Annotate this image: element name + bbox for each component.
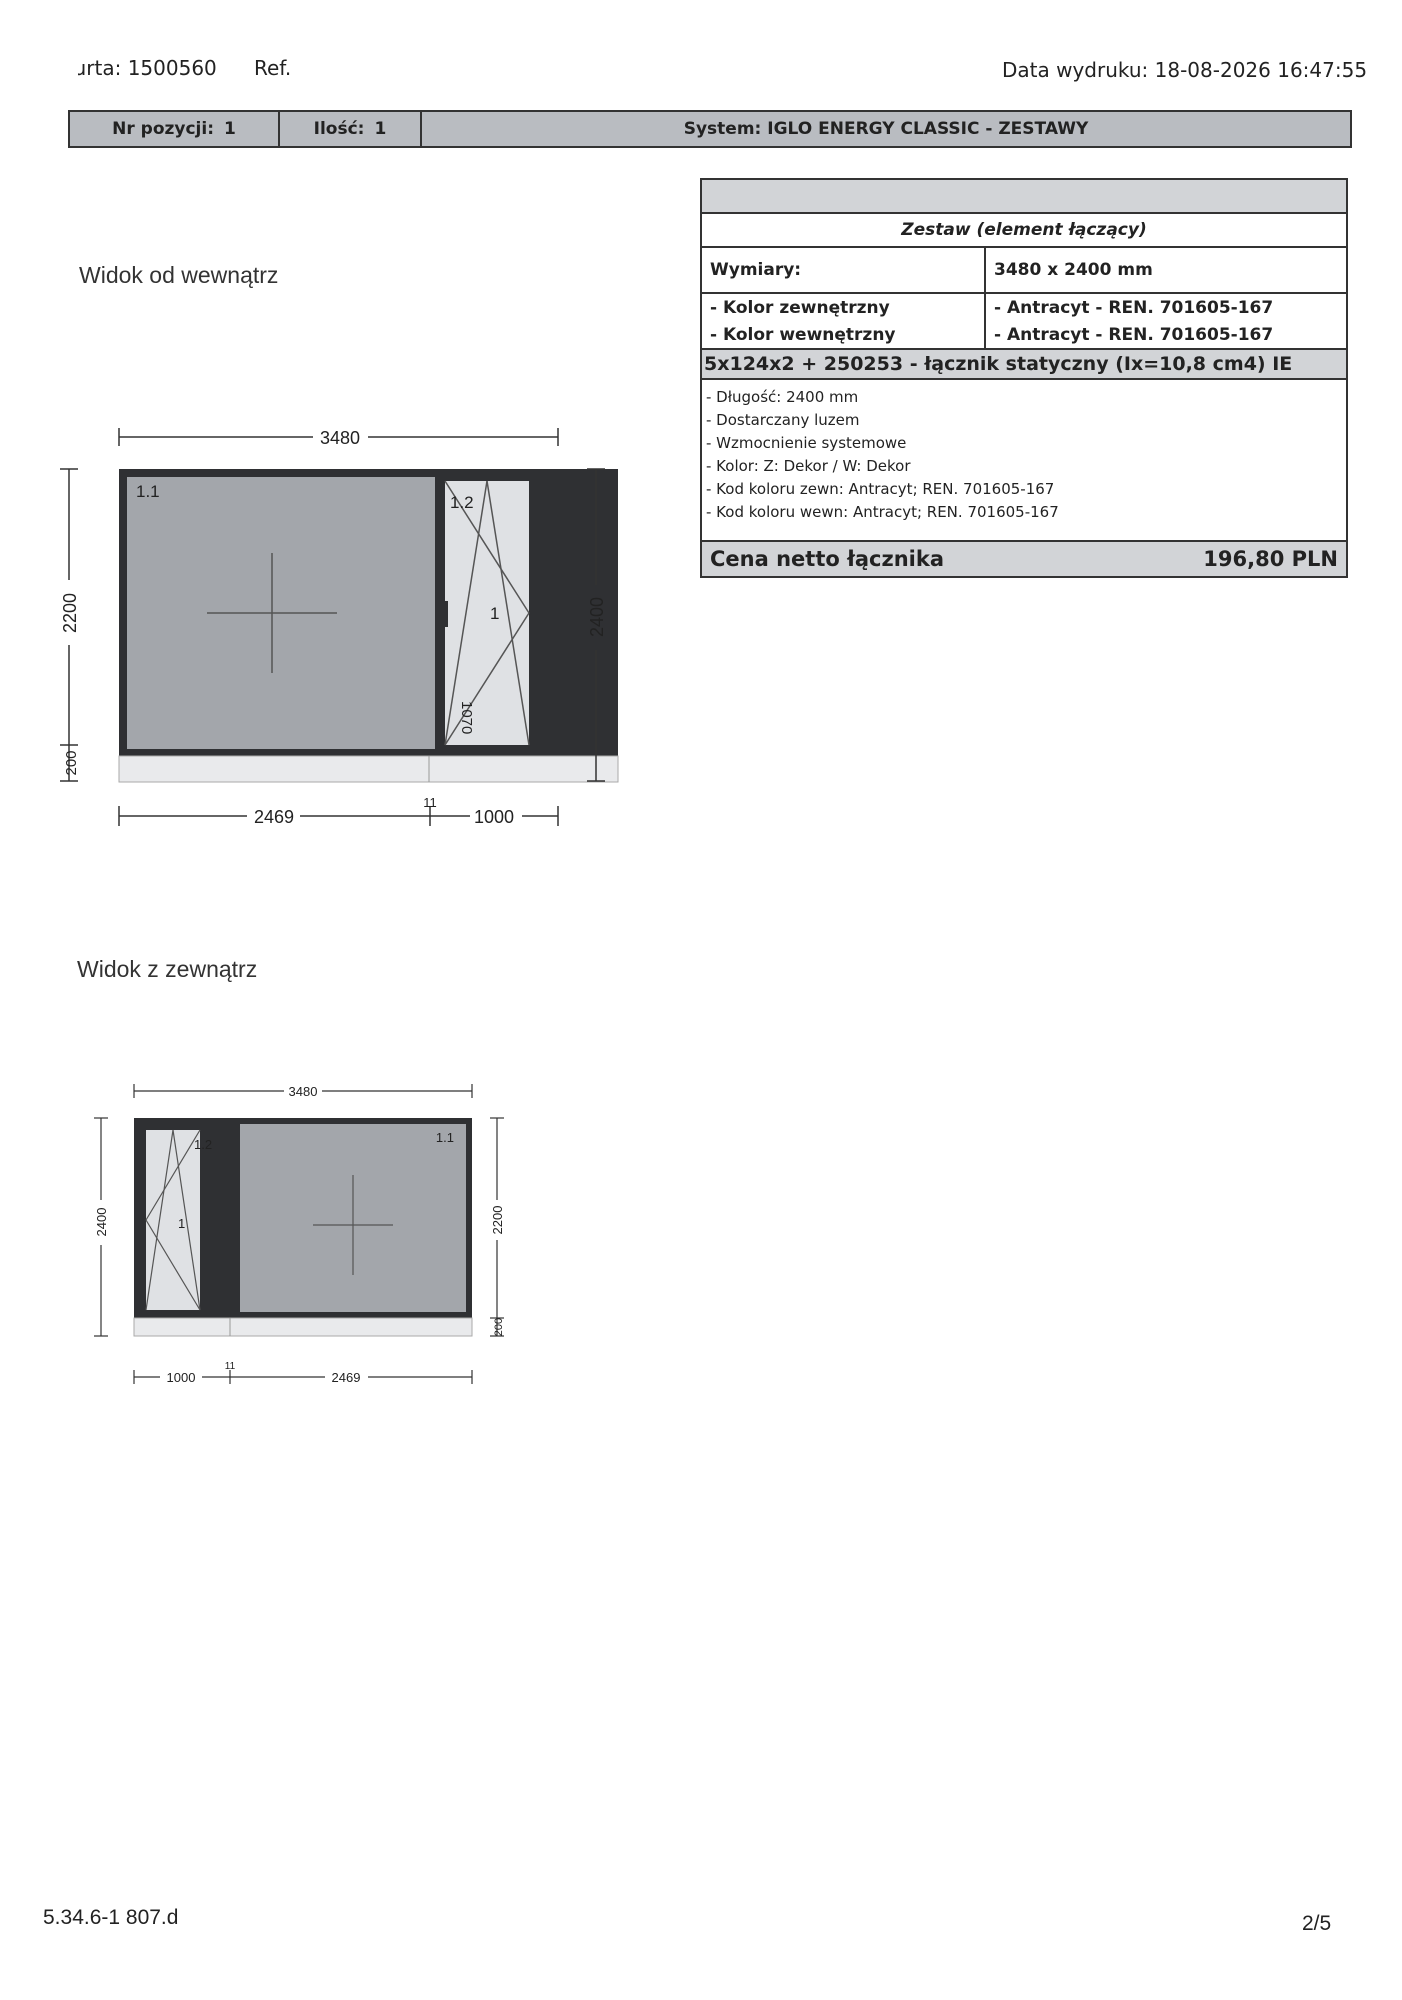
dim-left-width-outside: 1000 bbox=[166, 1370, 196, 1385]
position-bar bbox=[68, 110, 1352, 148]
outside-view-title: Widok z zewnątrz bbox=[77, 956, 258, 982]
dim-bottom-height-outside: 200 bbox=[493, 1317, 505, 1337]
connector-title: 5x124x2 + 250253 - łącznik statyczny (Ix=10,8 cm4) IE bbox=[701, 349, 1347, 379]
sash-number-label: 1 bbox=[490, 604, 500, 623]
handle-height-label: 1070 bbox=[458, 701, 475, 735]
fixed-pane-label-outside: 1.1 bbox=[435, 1130, 454, 1145]
note-reinforcement: - Wzmocnienie systemowe bbox=[706, 434, 907, 452]
dim-total-width-outside: 3480 bbox=[288, 1084, 318, 1099]
dim-bottom-height: 200 bbox=[63, 750, 80, 776]
document-code: 5.34.6-1 807.d bbox=[43, 1906, 179, 1929]
color-inner-value: - Antracyt - REN. 701605-167 bbox=[985, 321, 1347, 349]
dimensions-label: Wymiary: bbox=[701, 247, 985, 293]
system-name: System: IGLO ENERGY CLASSIC - ZESTAWY bbox=[683, 119, 1089, 139]
dim-right-width-outside: 2469 bbox=[331, 1370, 361, 1385]
sash-pane-label-outside: 1.2 bbox=[194, 1137, 213, 1152]
sash-glass bbox=[445, 481, 529, 745]
quantity: Ilość: 1 bbox=[280, 112, 422, 146]
inside-view-drawing bbox=[60, 405, 620, 845]
window-sill-outside bbox=[134, 1318, 472, 1336]
connector-spec-table bbox=[700, 178, 1348, 578]
position-number: Nr pozycji: 1 bbox=[70, 112, 280, 146]
dim-gap-width-outside: 11 bbox=[224, 1361, 236, 1372]
color-outer-label: - Kolor zewnętrzny bbox=[701, 293, 985, 321]
set-title: Zestaw (element łączący) bbox=[701, 213, 1347, 247]
dim-right-width: 1000 bbox=[473, 807, 515, 827]
note-length: - Długość: 2400 mm bbox=[706, 388, 859, 406]
spec-header-band bbox=[701, 179, 1347, 213]
dim-total-width: 3480 bbox=[319, 428, 361, 448]
dim-right-height-outside: 2200 bbox=[490, 1205, 505, 1235]
print-date: Data wydruku: 18-08-2026 16:47:55 bbox=[1002, 58, 1368, 82]
dim-right-height: 2400 bbox=[587, 596, 607, 638]
offer-number: ɹrta: 1500560 bbox=[78, 56, 217, 80]
dimensions-value: 3480 x 2400 mm bbox=[985, 247, 1347, 293]
color-inner-label: - Kolor wewnętrzny bbox=[701, 321, 985, 349]
sash-glass-outside bbox=[146, 1130, 200, 1310]
note-color-code-inner: - Kod koloru wewn: Antracyt; REN. 701605-167 bbox=[706, 503, 1059, 521]
note-delivery: - Dostarczany luzem bbox=[706, 411, 860, 429]
price-label: Cena netto łącznika bbox=[701, 541, 985, 577]
sash-number-label-outside: 1 bbox=[178, 1216, 186, 1231]
inside-view-title: Widok od wewnątrz bbox=[79, 262, 279, 288]
reference-label: Ref. bbox=[254, 56, 292, 80]
dim-gap-width: 11 bbox=[423, 795, 437, 810]
outside-view-drawing bbox=[90, 1080, 530, 1400]
fixed-pane-label: 1.1 bbox=[136, 482, 160, 501]
price-value: 196,80 PLN bbox=[985, 541, 1347, 577]
sash-handle bbox=[440, 601, 448, 627]
window-sill bbox=[119, 756, 618, 782]
sash-pane-label: 1.2 bbox=[450, 493, 474, 512]
page-number: 2/5 bbox=[1302, 1912, 1332, 1935]
note-color-code-outer: - Kod koloru zewn: Antracyt; REN. 701605-167 bbox=[706, 480, 1055, 498]
color-outer-value: - Antracyt - REN. 701605-167 bbox=[985, 293, 1347, 321]
note-color: - Kolor: Z: Dekor / W: Dekor bbox=[706, 457, 911, 475]
connector-notes bbox=[701, 379, 1347, 541]
dim-left-height-outside: 2400 bbox=[94, 1207, 109, 1237]
dim-left-width: 2469 bbox=[253, 807, 295, 827]
dim-left-height: 2200 bbox=[60, 592, 80, 634]
